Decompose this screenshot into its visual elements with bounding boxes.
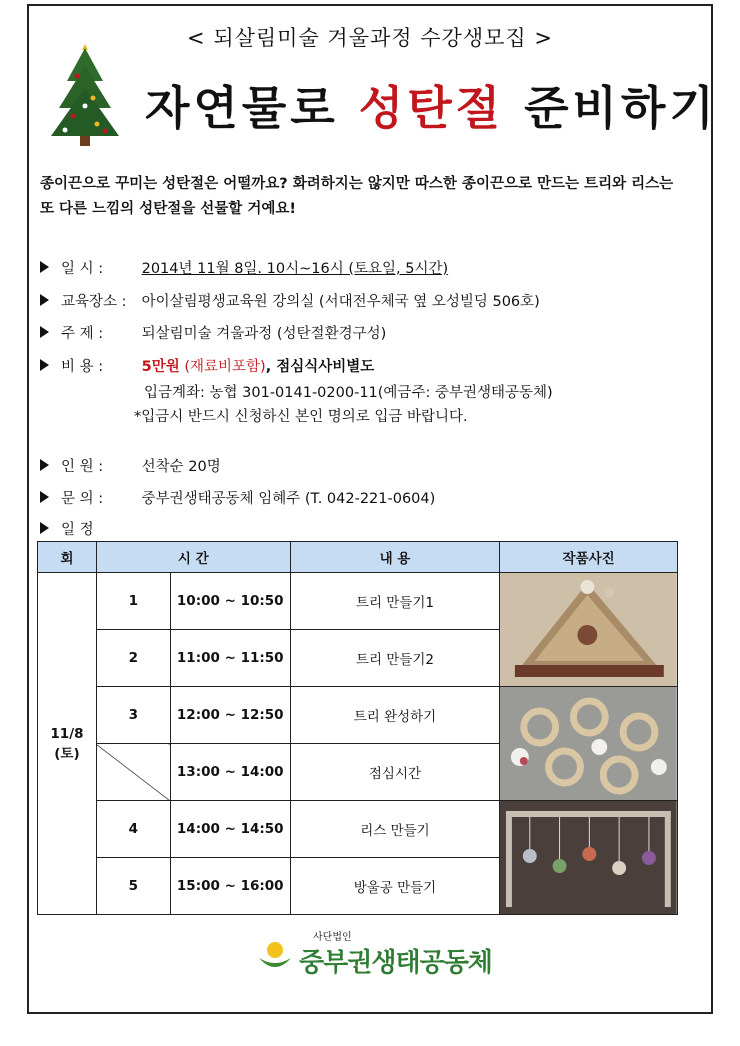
row-number-empty <box>96 744 170 801</box>
row-number: 2 <box>96 630 170 687</box>
leaf-logo-icon <box>255 936 295 976</box>
row-time: 11:00 ~ 11:50 <box>170 630 290 687</box>
info-theme: 주 제 : 되살림미술 겨울과정 (성탄절환경구성) <box>40 322 386 343</box>
cost-price: 5만원 <box>141 359 180 375</box>
christmas-tree-icon <box>45 36 125 156</box>
photo-ornament <box>500 801 678 915</box>
intro-text: 종이끈으로 꾸미는 성탄절은 어떨까요? 화려하지는 않지만 따스한 종이끈으로 만드는 트리와 리스는 또 다른 느낌의 성탄절을 선물할 거예요! <box>40 176 674 217</box>
row-time: 13:00 ~ 14:00 <box>170 744 290 801</box>
bullet-icon <box>40 326 49 338</box>
theme-value: 되살림미술 겨울과정 (성탄절환경구성) <box>141 326 387 342</box>
title-part3: 준비하기 <box>524 81 718 135</box>
row-time: 12:00 ~ 12:50 <box>170 687 290 744</box>
row-time: 14:00 ~ 14:50 <box>170 801 290 858</box>
info-contact: 문 의 : 중부권생태공동체 임혜주 (T. 042-221-0604) <box>40 487 435 508</box>
table-row <box>38 573 678 630</box>
logo-name: 중부권생태공동체 <box>299 948 492 978</box>
row-content: 트리 완성하기 <box>290 687 500 744</box>
people-value: 선착순 20명 <box>141 459 221 475</box>
cost-price-note: (재료비포함) <box>184 359 266 375</box>
row-number: 1 <box>96 573 170 630</box>
row-number: 5 <box>96 858 170 915</box>
date-value: 2014년 11월 8일. 10시~16시 (토요일, 5시간) <box>141 261 449 277</box>
bullet-icon <box>40 491 49 503</box>
deposit-note: *입금시 반드시 신청하신 본인 명의로 입금 바랍니다. <box>134 409 468 425</box>
bullet-icon <box>40 459 49 471</box>
info-people: 인 원 : 선착순 20명 <box>40 455 221 476</box>
header-photo: 작품사진 <box>500 542 678 573</box>
place-value: 아이살림평생교육원 강의실 (서대전우체국 옆 오성빌딩 506호) <box>141 294 540 310</box>
subtitle: < 되살림미술 겨울과정 수강생모집 > <box>187 26 553 50</box>
row-content: 점심시간 <box>290 744 500 801</box>
logo-small-text: 사단법인 <box>313 932 352 943</box>
bullet-icon <box>40 294 49 306</box>
bullet-icon <box>40 522 49 534</box>
table-row <box>38 687 678 744</box>
info-date: 일 시 : 2014년 11월 8일. 10시~16시 (토요일, 5시간) <box>40 257 448 278</box>
info-schedule: 일 정 <box>40 518 137 539</box>
bullet-icon <box>40 359 49 371</box>
table-row <box>38 801 678 858</box>
info-cost: 비 용 : 5만원 (재료비포함), 점심식사비별도 <box>40 355 374 376</box>
header-session: 회 <box>38 542 97 573</box>
ornament-craft-photo <box>500 801 677 914</box>
title-part1: 자연물로 <box>145 81 339 135</box>
account-info: 입금계좌: 농협 301-0141-0200-11(예금주: 중부권생태공동체) <box>144 385 553 401</box>
photo-tree <box>500 573 678 687</box>
header-content: 내 용 <box>290 542 500 573</box>
row-content: 트리 만들기1 <box>290 573 500 630</box>
table-header-row <box>38 542 678 573</box>
row-time: 15:00 ~ 16:00 <box>170 858 290 915</box>
row-time: 10:00 ~ 10:50 <box>170 573 290 630</box>
organization-logo <box>255 928 492 988</box>
main-title <box>145 72 718 138</box>
schedule-table <box>37 541 678 915</box>
title-part2: 성탄절 <box>358 81 505 135</box>
session-cell <box>38 573 97 915</box>
row-number: 3 <box>96 687 170 744</box>
tree-craft-photo <box>500 573 677 686</box>
row-number: 4 <box>96 801 170 858</box>
photo-wreath <box>500 687 678 801</box>
row-content: 방울공 만들기 <box>290 858 500 915</box>
row-content: 리스 만들기 <box>290 801 500 858</box>
session-day: (토) <box>54 745 80 762</box>
session-date: 11/8 <box>50 725 84 742</box>
header-time: 시 간 <box>96 542 290 573</box>
cost-meal: , 점심식사비별도 <box>265 359 375 375</box>
wreath-craft-photo <box>500 687 677 800</box>
contact-value: 중부권생태공동체 임혜주 (T. 042-221-0604) <box>141 491 436 507</box>
bullet-icon <box>40 261 49 273</box>
row-content: 트리 만들기2 <box>290 630 500 687</box>
info-place: 교육장소 : 아이살림평생교육원 강의실 (서대전우체국 옆 오성빌딩 506호) <box>40 290 540 311</box>
